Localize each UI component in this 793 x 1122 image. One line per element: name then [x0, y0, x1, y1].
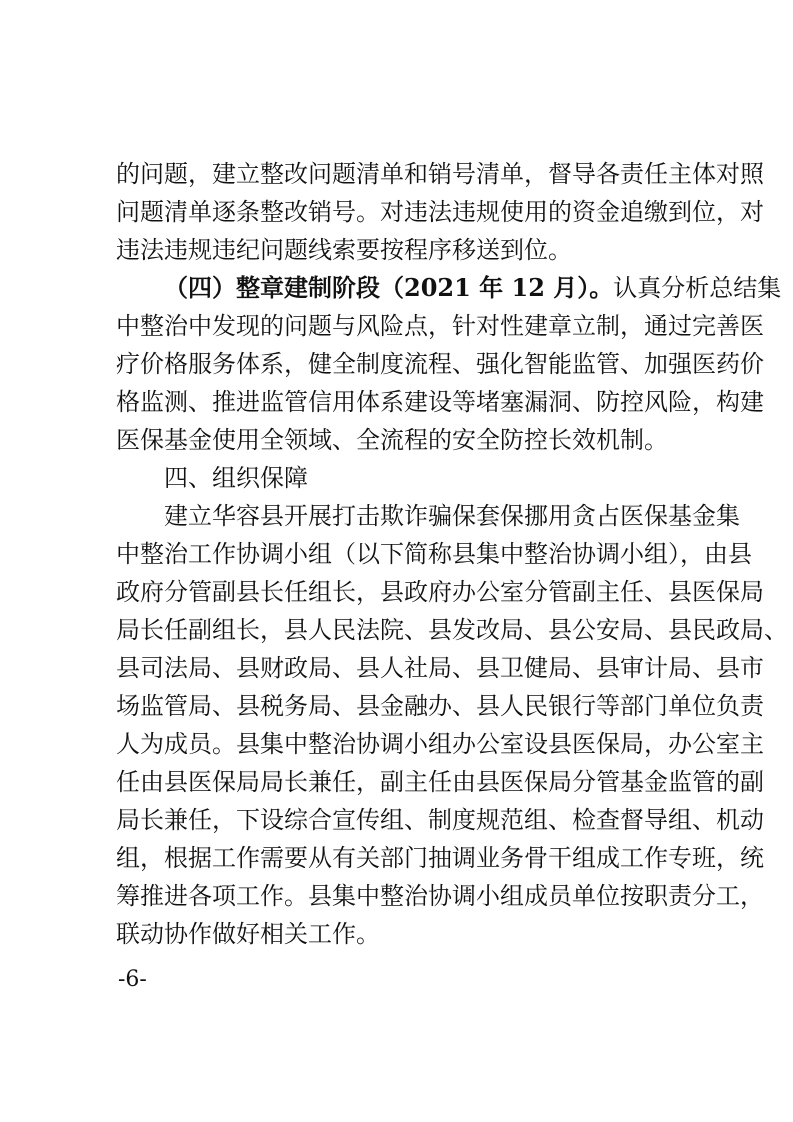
- paragraph-line: 政府分管副县长任组长，县政府办公室分管副主任、县医保局: [116, 578, 764, 606]
- paragraph-line: 疗价格服务体系，健全制度流程、强化智能监管、加强医药价: [116, 350, 764, 378]
- paragraph-line: 建立华容县开展打击欺诈骗保套保挪用贪占医保基金集: [164, 502, 740, 530]
- paragraph-line: 县司法局、县财政局、县人社局、县卫健局、县审计局、县市: [116, 654, 764, 682]
- paragraph-line: 中整治工作协调小组（以下简称县集中整治协调小组），由县: [116, 540, 752, 568]
- paragraph-line: 格监测、推进监管信用体系建设等堵塞漏洞、防控风险，构建: [116, 388, 764, 416]
- page-number: -6-: [118, 967, 147, 992]
- phase-paragraph-first-line: [164, 272, 781, 304]
- paragraph-line: 局长兼任，下设综合宣传组、制度规范组、检查督导组、机动: [116, 806, 764, 834]
- section-heading: 四、组织保障: [164, 464, 308, 492]
- paragraph-line: 中整治中发现的问题与风险点，针对性建章立制，通过完善医: [116, 312, 764, 340]
- paragraph-line: 联动协作做好相关工作。: [116, 920, 380, 948]
- paragraph-line: 局长任副组长，县人民法院、县发改局、县公安局、县民政局、: [116, 616, 788, 644]
- paragraph-line: 任由县医保局局长兼任，副主任由县医保局分管基金监管的副: [116, 768, 764, 796]
- paragraph-line: 医保基金使用全领域、全流程的安全防控长效机制。: [116, 426, 668, 454]
- paragraph-line: 组，根据工作需要从有关部门抽调业务骨干组成工作专班，统: [116, 844, 764, 872]
- paragraph-line: 问题清单逐条整改销号。对违法违规使用的资金追缴到位，对: [116, 198, 764, 226]
- paragraph-line: 违法违规违纪问题线索要按程序移送到位。: [116, 236, 572, 264]
- paragraph-line: 筹推进各项工作。县集中整治协调小组成员单位按职责分工，: [116, 882, 764, 910]
- phase-heading: （四）整章建制阶段（2021 年 12 月）。: [164, 273, 614, 302]
- paragraph-line: 人为成员。县集中整治协调小组办公室设县医保局，办公室主: [116, 730, 764, 758]
- paragraph-line: 的问题，建立整改问题清单和销号清单，督导各责任主体对照: [116, 160, 764, 188]
- paragraph-line: 场监管局、县税务局、县金融办、县人民银行等部门单位负责: [116, 692, 764, 720]
- phase-text: 认真分析总结集: [613, 274, 782, 302]
